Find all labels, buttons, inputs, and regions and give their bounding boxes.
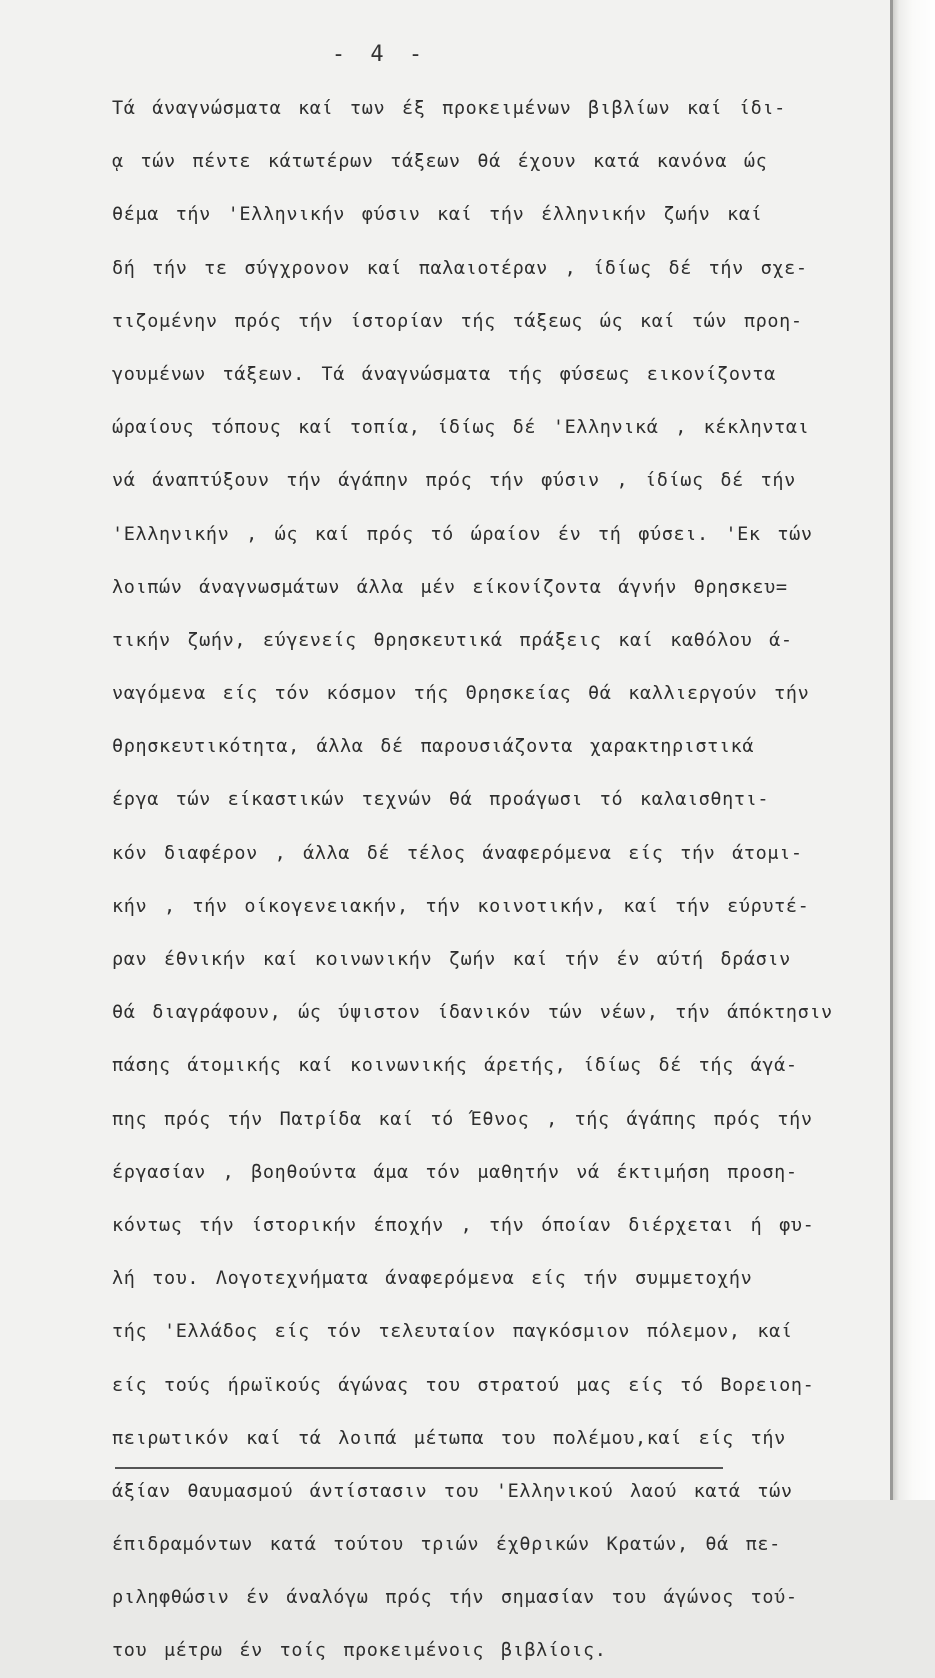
text-line: λοιπών άναγνωσμάτων άλλα μέν είκονίζοντα άγνήν θρησκευ= <box>112 576 788 598</box>
text-line: ᾳ τών πέντε κάτωτέρων τάξεων θά έχουν κατά κανόνα ώς <box>112 151 768 173</box>
page-edge-shadow <box>890 0 935 1500</box>
text-line: τιζομένην πρός τήν ίστορίαν τής τάξεως ώς καί τών προη- <box>112 310 803 332</box>
text-line: του μέτρω έν τοίς προκειμένοις βιβλίοις. <box>112 1640 607 1662</box>
text-line: 'Ελληνικήν , ώς καί πρός τό ώραίον έν τή φύσει. 'Εκ τών <box>112 523 813 545</box>
page-number: - 4 - <box>331 42 429 67</box>
text-line: έργα τών είκαστικών τεχνών θά προάγωσι τό καλαισθητι- <box>112 789 770 811</box>
text-line: ναγόμενα είς τόν κόσμον τής Θρησκείας θά καλλιεργούν τήν <box>112 683 810 705</box>
text-line: κόν διαφέρον , άλλα δέ τέλος άναφερόμενα είς τήν άτομι- <box>112 842 803 864</box>
text-line: θέμα τήν 'Ελληνικήν φύσιν καί τήν έλληνικήν ζωήν καί <box>112 204 763 226</box>
text-line: ριληφθώσιν έν άναλόγω πρός τήν σημασίαν του άγώνος τού- <box>112 1587 798 1609</box>
text-line: θρησκευτικότητα, άλλα δέ παρουσιάζοντα χαρακτηριστικά <box>112 736 755 758</box>
text-line: λή του. Λογοτεχνήματα άναφερόμενα είς τήν συμμετοχήν <box>112 1268 753 1290</box>
text-line: θά διαγράφουν, ώς ύψιστον ίδανικόν τών νέων, τήν άπόκτησιν <box>112 1002 833 1024</box>
text-line: γουμένων τάξεων. Τά άναγνώσματα τής φύσεως εικονίζοντα <box>112 363 776 385</box>
footer-rule <box>115 1467 723 1469</box>
text-line: τικήν ζωήν, εύγενείς θρησκευτικά πράξεις καί καθόλου ά- <box>112 629 793 651</box>
text-line: ραν έθνικήν καί κοινωνικήν ζωήν καί τήν έν αύτή δράσιν <box>112 949 791 970</box>
text-line: πάσης άτομικής καί κοινωνικής άρετής, ίδίως δέ τής άγά- <box>112 1055 798 1077</box>
text-line: έργασίαν , βοηθούντα άμα τόν μαθητήν νά έκτιμήση προση- <box>112 1161 798 1183</box>
text-line: πης πρός τήν Πατρίδα καί τό Έθνος , τής άγάπης πρός τήν <box>112 1108 813 1130</box>
text-line: κόντως τήν ίστορικήν έποχήν , τήν όποίαν διέρχεται ή φυ- <box>112 1214 815 1236</box>
text-line: είς τούς ήρωϊκούς άγώνας του στρατού μας είς τό Βορειοη- <box>112 1374 815 1396</box>
text-line: άξίαν θαυμασμού άντίστασιν του 'Ελληνικού λαού κατά τών <box>112 1480 793 1502</box>
text-line: τής 'Ελλάδος είς τόν τελευταίον παγκόσμιον πόλεμον, καί <box>112 1321 793 1343</box>
text-line: Τά άναγνώσματα καί των έξ προκειμένων βιβλίων καί ίδι- <box>112 98 786 119</box>
text-line: νά άναπτύξουν τήν άγάπην πρός τήν φύσιν , ίδίως δέ τήν <box>112 470 796 492</box>
text-line: πειρωτικόν καί τά λοιπά μέτωπα του πολέμου,καί είς τήν <box>112 1427 786 1449</box>
text-line: δή τήν τε σύγχρονον καί παλαιοτέραν , ίδίως δέ τήν σχε- <box>112 257 808 279</box>
body-text <box>112 82 892 1678</box>
text-line: έπιδραμόντων κατά τούτου τριών έχθρικών Κρατών, θά πε- <box>112 1534 781 1556</box>
text-line: ώραίους τόπους καί τοπία, ίδίως δέ 'Ελληνικά , κέκληνται <box>112 417 810 439</box>
text-line: κήν , τήν οίκογενειακήν, τήν κοινοτικήν, καί τήν εύρυτέ- <box>112 895 810 917</box>
